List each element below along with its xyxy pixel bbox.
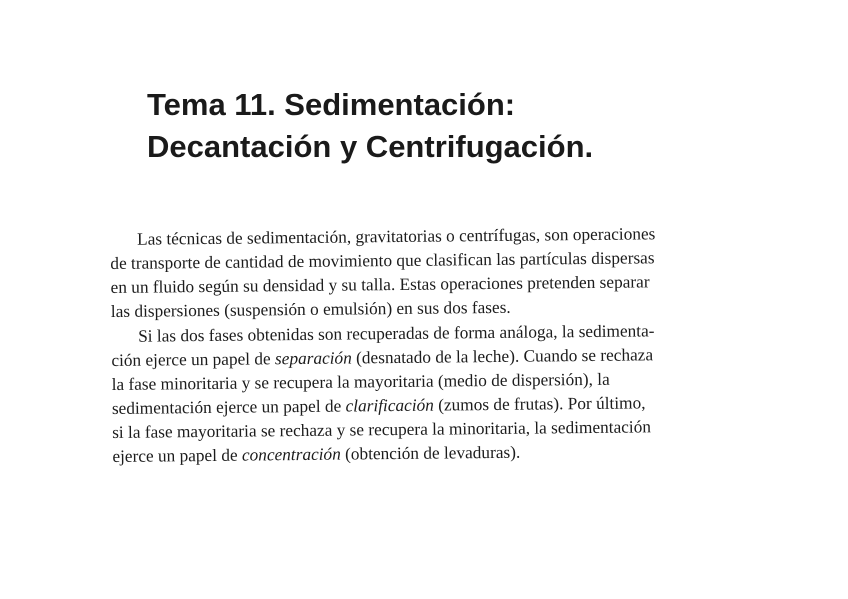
text-line-1: Las técnicas de sedimentación, gravitatorias o centrífugas, son operaciones [137, 224, 656, 249]
slide-title-line-1: Tema 11. Sedimentación: [147, 87, 516, 122]
text-line-5: Si las dos fases obtenidas son recuperadas de forma análoga, la sedimenta- [138, 321, 655, 346]
text-line-8-start: sedimentación ejerce un papel de [111, 396, 346, 418]
text-line-10 [112, 441, 520, 469]
text-line-6-start: ción ejerce un papel de [111, 349, 276, 370]
text-line-10-start: ejerce un papel de [112, 445, 243, 466]
text-line-3: en un fluido según su densidad y su talla. Estas operaciones pretenden separar [110, 272, 650, 297]
term-concentracion: concentración [241, 444, 341, 465]
term-clarificacion: clarificación [345, 395, 434, 416]
text-line-6-end: (desnatado de la leche). Cuando se rechaza [351, 345, 654, 368]
scanned-text-excerpt [110, 221, 753, 478]
text-line-9: si la fase mayoritaria se rechaza y se recupera la minoritaria, la sedimentación [112, 417, 652, 442]
term-separacion: separación [274, 348, 352, 369]
text-line-8-end: (zumos de frutas). Por último, [433, 393, 646, 415]
text-line-2: de transporte de cantidad de movimiento que clasifican las partículas dispersas [110, 248, 655, 273]
slide-title-line-2: Decantación y Centrifugación. [147, 129, 594, 164]
slide-title [147, 84, 593, 168]
text-line-4: las dispersiones (suspensión o emulsión) en sus dos fases. [110, 297, 511, 321]
text-line-7: la fase minoritaria y se recupera la mayoritaria (medio de dispersión), la [111, 369, 610, 394]
text-line-10-end: (obtención de levaduras). [340, 442, 521, 464]
